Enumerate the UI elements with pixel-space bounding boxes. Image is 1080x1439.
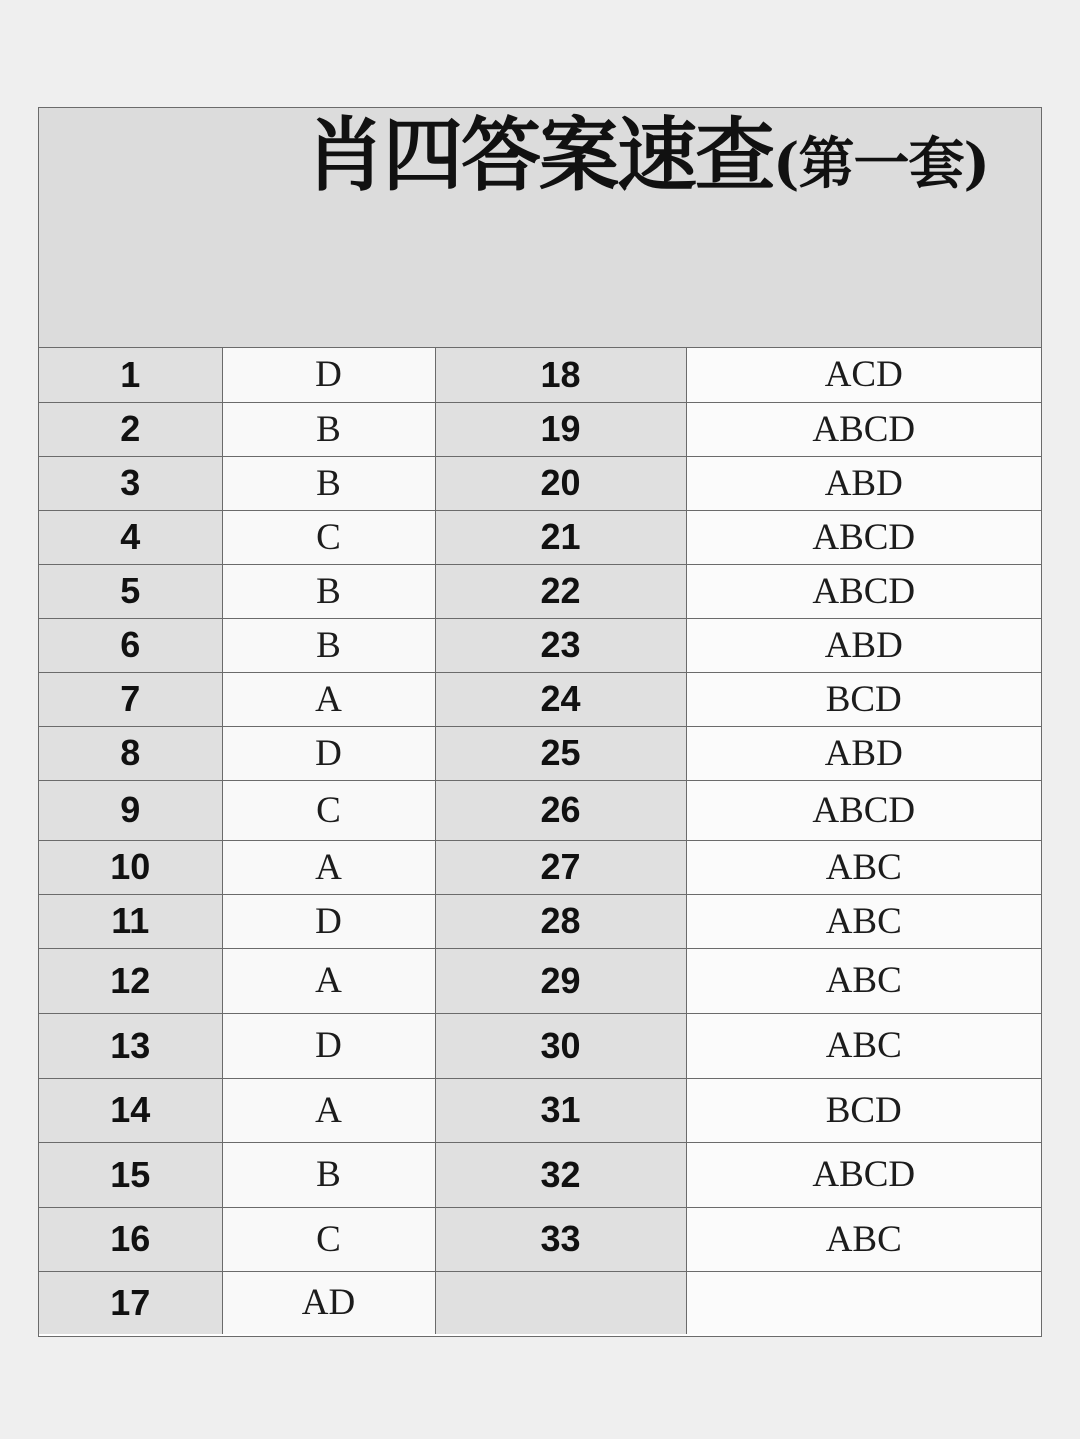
answer-cell: ABCD <box>686 1142 1041 1207</box>
table-row <box>39 1271 1041 1334</box>
question-number: 26 <box>435 780 686 840</box>
question-number: 18 <box>435 348 686 402</box>
table-row <box>39 456 1041 510</box>
table-row <box>39 510 1041 564</box>
question-number: 9 <box>39 780 222 840</box>
question-number: 7 <box>39 672 222 726</box>
question-number: 32 <box>435 1142 686 1207</box>
answer-cell: ABC <box>686 840 1041 894</box>
answer-cell: D <box>222 894 435 948</box>
answer-cell: ABD <box>686 456 1041 510</box>
table-row <box>39 672 1041 726</box>
title-main: 肖四答案速查 <box>305 109 773 202</box>
answer-cell: ABCD <box>686 780 1041 840</box>
answer-cell: ABCD <box>686 510 1041 564</box>
answer-cell: D <box>222 1013 435 1078</box>
question-number: 1 <box>39 348 222 402</box>
question-number: 24 <box>435 672 686 726</box>
question-number: 28 <box>435 894 686 948</box>
question-number <box>435 1271 686 1334</box>
answer-cell: ABC <box>686 1013 1041 1078</box>
question-number: 33 <box>435 1207 686 1271</box>
header-band <box>39 108 1041 348</box>
answer-cell: A <box>222 840 435 894</box>
answer-cell: A <box>222 948 435 1013</box>
page-title <box>305 109 989 202</box>
question-number: 19 <box>435 402 686 456</box>
answer-cell: B <box>222 1142 435 1207</box>
question-number: 6 <box>39 618 222 672</box>
question-number: 21 <box>435 510 686 564</box>
question-number: 25 <box>435 726 686 780</box>
table-row <box>39 1078 1041 1142</box>
table-row <box>39 1142 1041 1207</box>
question-number: 12 <box>39 948 222 1013</box>
table-row <box>39 618 1041 672</box>
answer-cell: ABD <box>686 726 1041 780</box>
question-number: 29 <box>435 948 686 1013</box>
table-row <box>39 894 1041 948</box>
answer-cell: ABCD <box>686 564 1041 618</box>
table-row <box>39 726 1041 780</box>
answer-cell: AD <box>222 1271 435 1334</box>
answer-cell: C <box>222 510 435 564</box>
question-number: 17 <box>39 1271 222 1334</box>
table-row <box>39 1207 1041 1271</box>
answer-cell: ACD <box>686 348 1041 402</box>
table-row <box>39 948 1041 1013</box>
answer-cell <box>686 1271 1041 1334</box>
question-number: 8 <box>39 726 222 780</box>
answer-cell: A <box>222 1078 435 1142</box>
question-number: 20 <box>435 456 686 510</box>
question-number: 30 <box>435 1013 686 1078</box>
answer-cell: B <box>222 456 435 510</box>
answer-cell: B <box>222 564 435 618</box>
question-number: 10 <box>39 840 222 894</box>
answer-cell: D <box>222 348 435 402</box>
table-row <box>39 1013 1041 1078</box>
answer-sheet <box>38 107 1042 1337</box>
answer-cell: B <box>222 618 435 672</box>
question-number: 22 <box>435 564 686 618</box>
question-number: 27 <box>435 840 686 894</box>
question-number: 5 <box>39 564 222 618</box>
answer-table <box>39 348 1041 1334</box>
question-number: 2 <box>39 402 222 456</box>
question-number: 16 <box>39 1207 222 1271</box>
answer-cell: A <box>222 672 435 726</box>
table-row <box>39 402 1041 456</box>
question-number: 15 <box>39 1142 222 1207</box>
answer-cell: ABC <box>686 1207 1041 1271</box>
answer-cell: ABC <box>686 948 1041 1013</box>
answer-cell: C <box>222 780 435 840</box>
answer-cell: BCD <box>686 1078 1041 1142</box>
answer-cell: B <box>222 402 435 456</box>
title-sub: (第一套) <box>773 131 989 197</box>
question-number: 13 <box>39 1013 222 1078</box>
question-number: 3 <box>39 456 222 510</box>
answer-cell: D <box>222 726 435 780</box>
answer-cell: ABCD <box>686 402 1041 456</box>
question-number: 31 <box>435 1078 686 1142</box>
question-number: 23 <box>435 618 686 672</box>
table-row <box>39 840 1041 894</box>
answer-cell: ABC <box>686 894 1041 948</box>
answer-cell: BCD <box>686 672 1041 726</box>
table-row <box>39 348 1041 402</box>
table-row <box>39 780 1041 840</box>
question-number: 14 <box>39 1078 222 1142</box>
answer-cell: ABD <box>686 618 1041 672</box>
table-row <box>39 564 1041 618</box>
question-number: 4 <box>39 510 222 564</box>
answer-cell: C <box>222 1207 435 1271</box>
question-number: 11 <box>39 894 222 948</box>
